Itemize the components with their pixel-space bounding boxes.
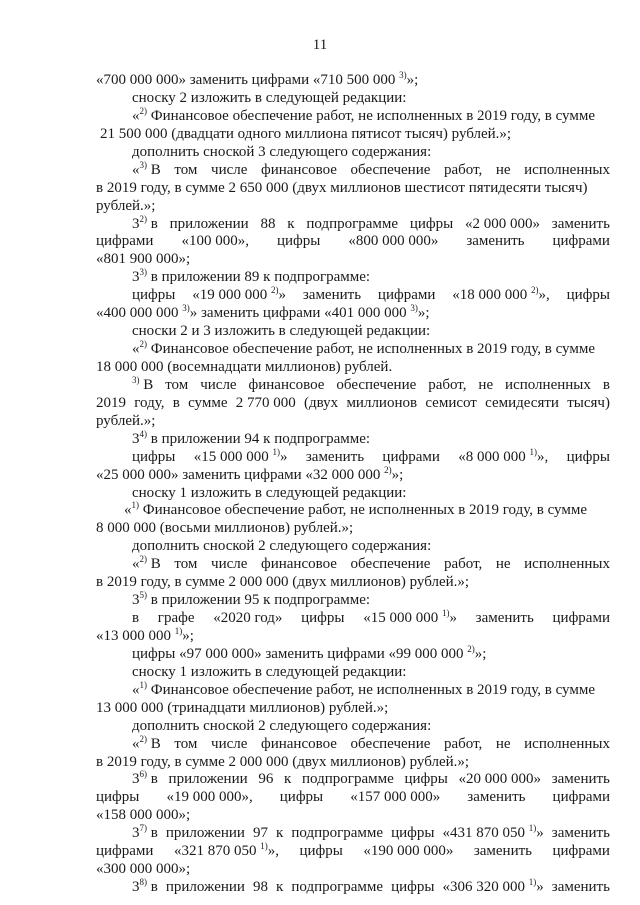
text-line: 3$^{5)}$ в приложении 95 к подпрограмме: <box>132 590 371 609</box>
word: том <box>165 376 189 393</box>
word: цифрами <box>552 610 610 626</box>
word: «2020 год» <box>213 610 283 626</box>
word: в <box>172 394 180 411</box>
text-line: сноски 2 и 3 изложить в следующей редакции: <box>132 323 431 340</box>
text-line <box>96 787 610 807</box>
word: цифрами <box>552 233 610 250</box>
word: числе <box>211 161 248 178</box>
text-line: рублей.»; <box>96 197 156 214</box>
word: 3$^{8)}$ в <box>132 877 158 895</box>
word: году, <box>134 394 165 411</box>
word: не <box>495 556 511 573</box>
word: цифры <box>276 233 321 250</box>
word: «$^{1)}$ Финансовое обеспечение работ, не исполненных в 2019 году, в сумме <box>124 500 587 519</box>
word: цифрами <box>382 448 440 465</box>
word: исполненных <box>524 556 610 573</box>
text-line <box>132 680 610 700</box>
word: подпрограмме <box>291 825 384 842</box>
page-number: 11 <box>312 37 328 53</box>
word: заменить <box>305 448 365 465</box>
word: приложении <box>168 771 248 788</box>
text-line: «700 000 000» заменить цифрами «710 500 000 $^{3)}$»; <box>96 70 419 88</box>
word: цифры <box>301 610 345 626</box>
text-line: 13 000 000 (тринадцати миллионов) рублей.»; <box>96 699 389 716</box>
word: «157 000 000» <box>350 789 441 806</box>
text-line: в 2019 году, в сумме 2 000 000 (двух миллионов) рублей.»; <box>96 574 470 591</box>
word: в 2019 году, в сумме 2 650 000 (двух миллионов шестисот пятидесяти тысяч) <box>96 179 588 196</box>
word: работ, <box>443 735 483 752</box>
word: том <box>174 556 198 573</box>
text-line: «801 900 000»; <box>96 251 191 268</box>
word: «19 000 000 $^{2)}$» <box>192 285 286 304</box>
word: заменить <box>551 879 610 895</box>
word: «431 870 050 $^{1)}$» <box>442 823 544 842</box>
text-line: цифры «97 000 000» заменить цифрами «99 000 000 $^{2)}$»; <box>132 643 487 662</box>
text-line: 18 000 000 (восемнадцати миллионов) рублей. <box>96 358 393 375</box>
word: 88 <box>260 215 276 232</box>
word: заменить <box>473 843 532 860</box>
word: финансовое <box>248 376 325 393</box>
word: цифрами <box>96 843 154 860</box>
word: цифрами <box>552 843 610 860</box>
word: 3$^{7)}$ в <box>132 823 158 842</box>
word: «$^{2)}$ В <box>132 554 161 573</box>
word: к <box>287 215 295 232</box>
word: исполненных <box>505 376 591 393</box>
text-line: в 2019 году, в сумме 2 000 000 (двух миллионов) рублей.»; <box>96 753 470 770</box>
text-line: 21 500 000 (двадцати одного миллиона пятисот тысяч) рублей.»; <box>100 125 512 142</box>
word: не <box>495 161 511 178</box>
word: заменить <box>551 215 610 232</box>
word: «321 870 050 $^{1)}$», <box>173 841 279 860</box>
text-line: 8 000 000 (восьми миллионов) рублей.»; <box>96 520 354 537</box>
text-line: дополнить сноской 2 следующего содержания: <box>132 717 432 734</box>
text-line: сноску 1 изложить в следующей редакции: <box>132 484 407 501</box>
word: «$^{1)}$ Финансовое обеспечение работ, не исполненных в 2019 году, в сумме <box>132 679 595 698</box>
word: не <box>478 376 494 393</box>
text-line <box>96 841 610 861</box>
word: «800 000 000» <box>348 233 439 250</box>
word: обеспечение <box>336 376 417 393</box>
word: семидесяти <box>485 394 559 411</box>
word: приложении <box>165 825 245 842</box>
word: обеспечение <box>350 735 431 752</box>
word: $^{3)}$ В <box>132 374 154 393</box>
word: в <box>132 610 140 626</box>
word: «15 000 000 $^{1)}$» <box>363 608 457 626</box>
word: цифры <box>566 448 610 465</box>
word: «306 320 000 $^{1)}$» <box>442 877 544 895</box>
word: приложении <box>169 215 249 232</box>
word: «19 000 000», <box>166 789 253 806</box>
word: цифры <box>132 448 176 465</box>
word: «18 000 000 $^{2)}$», <box>452 285 550 304</box>
word: цифры <box>566 287 610 304</box>
word: числе <box>200 376 237 393</box>
word: цифры <box>132 287 176 304</box>
word: числе <box>211 556 248 573</box>
word: исполненных <box>524 161 610 178</box>
word: цифрами <box>96 233 154 250</box>
text-line: рублей.»; <box>96 412 156 429</box>
word: к <box>276 879 284 895</box>
word: цифры <box>96 789 140 806</box>
word: финансовое <box>261 161 337 178</box>
word: (двух <box>303 394 339 411</box>
word: к <box>276 825 284 842</box>
word: «15 000 000 $^{1)}$» <box>193 446 288 465</box>
word: подпрограмме <box>302 771 394 788</box>
word: заменить <box>551 771 610 788</box>
word: семисот <box>425 394 477 411</box>
word: «$^{2)}$ В <box>132 733 161 752</box>
text-line: «400 000 000 $^{3)}$» заменить цифрами «401 000 000 $^{3)}$»; <box>96 303 430 322</box>
word: заменить <box>302 287 362 304</box>
text-line: сноску 1 изложить в следующей редакции: <box>132 663 407 680</box>
word: обеспечение <box>350 556 431 573</box>
text-line <box>132 877 610 897</box>
word: не <box>495 735 511 752</box>
word: «20 000 000» <box>458 771 542 788</box>
text-line: «25 000 000» заменить цифрами «32 000 000 $^{2)}$»; <box>96 464 404 483</box>
word: «$^{2)}$ Финансовое обеспечение работ, не исполненных в 2019 году, в сумме <box>132 105 595 124</box>
word: 98 <box>252 879 268 895</box>
word: «100 000», <box>181 233 249 250</box>
word: подпрограмме <box>291 879 384 895</box>
word: заменить <box>466 233 525 250</box>
word: финансовое <box>261 735 337 752</box>
word: том <box>174 161 198 178</box>
word: «8 000 000 $^{1)}$», <box>458 446 549 465</box>
word: «$^{3)}$ В <box>132 159 161 178</box>
word: финансовое <box>261 556 337 573</box>
text-line: дополнить сноской 2 следующего содержания: <box>132 538 432 555</box>
word: заменить <box>551 825 610 842</box>
word: миллионов <box>346 394 418 411</box>
word: цифры <box>299 843 343 860</box>
word: «190 000 000» <box>363 843 454 860</box>
word: цифрами <box>552 789 610 806</box>
word: в <box>602 376 610 393</box>
word: 3$^{2)}$ в <box>132 213 158 232</box>
word: цифрами <box>377 287 436 304</box>
text-line: «13 000 000 $^{1)}$»; <box>96 625 194 644</box>
word: заменить <box>475 610 534 626</box>
text-line: 3$^{4)}$ в приложении 94 к подпрограмме: <box>132 428 371 447</box>
text-line: «300 000 000»; <box>96 861 191 878</box>
word: 3$^{6)}$ в <box>132 769 158 788</box>
word: исполненных <box>524 735 610 752</box>
word: графе <box>157 610 195 626</box>
word: подпрограмме <box>306 215 399 232</box>
text-line: «158 000 000»; <box>96 807 191 824</box>
word: к <box>284 771 292 788</box>
word: обеспечение <box>350 161 431 178</box>
word: 97 <box>252 825 268 842</box>
text-line: 3$^{3)}$ в приложении 89 к подпрограмме: <box>132 267 371 286</box>
word: сумме <box>188 394 228 411</box>
text-line <box>132 734 610 754</box>
word: 96 <box>258 771 274 788</box>
word: работ, <box>443 556 483 573</box>
text-line: сноску 2 изложить в следующей редакции: <box>132 89 407 106</box>
word: «2 000 000» <box>464 215 540 232</box>
text-line: дополнить сноской 3 следующего содержания: <box>132 143 432 160</box>
word: числе <box>211 735 248 752</box>
word: цифры <box>404 771 448 788</box>
word: заменить <box>467 789 526 806</box>
word: цифры <box>279 789 324 806</box>
word: цифры <box>391 879 435 895</box>
word: «$^{2)}$ Финансовое обеспечение работ, не исполненных в 2019 году, в сумме <box>132 339 595 357</box>
word: тысяч) <box>567 394 610 411</box>
word: 2 770 000 <box>235 394 296 411</box>
word: цифры <box>391 825 435 842</box>
word: работ, <box>443 161 483 178</box>
word: работ, <box>428 376 467 393</box>
word: том <box>174 735 198 752</box>
word: 2019 <box>96 394 126 411</box>
word: приложении <box>165 879 245 895</box>
word: цифры <box>409 215 454 232</box>
